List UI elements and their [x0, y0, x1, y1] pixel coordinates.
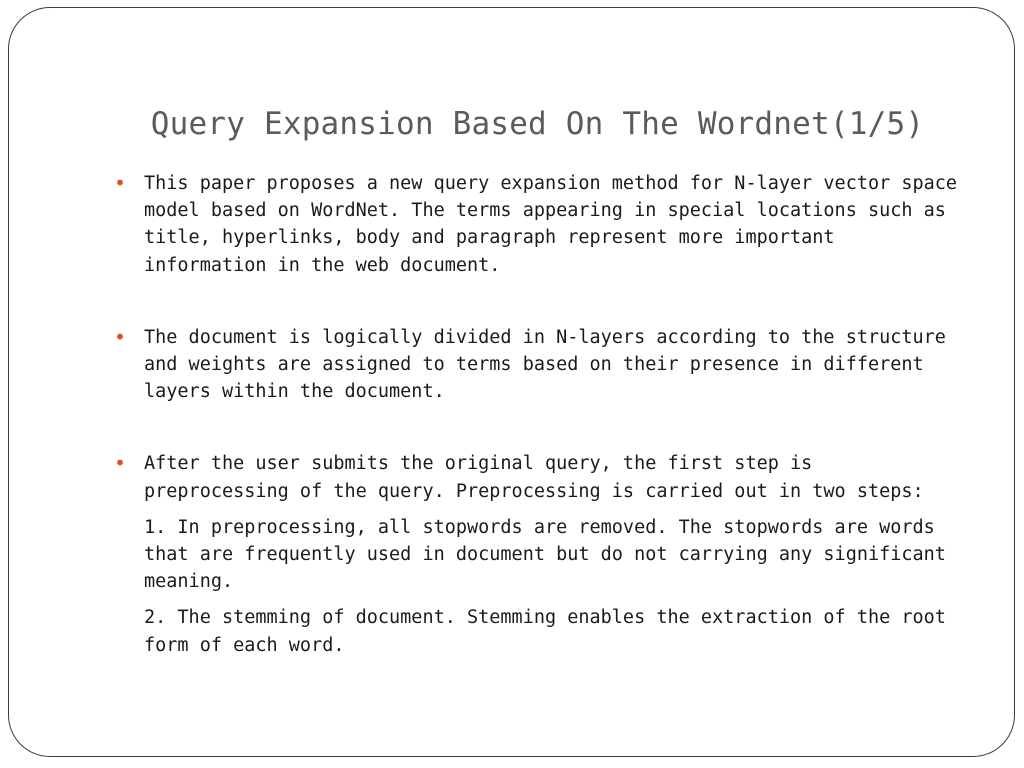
bullet-item: [114, 450, 966, 658]
sub-item-stemming: 2. The stemming of document. Stemming enables the extraction of the root form of each word.: [144, 607, 946, 656]
bullet-item: [114, 324, 966, 406]
bullet-dot-icon: •: [114, 451, 127, 476]
bullet-item: [114, 170, 966, 279]
bullet-text: This paper proposes a new query expansion method for N-layer vector space model based on WordNet. The terms appearing in special locations such as title, hyperlinks, body and paragraph represent more important information in the web document.: [144, 173, 958, 276]
slide-title: Query Expansion Based On The Wordnet(1/5): [150, 106, 925, 142]
bullet-text: After the user submits the original query, the first step is preprocessing of the query. Preprocessing is carried out in two steps:: [144, 453, 924, 502]
sub-item-stopwords: 1. In preprocessing, all stopwords are removed. The stopwords are words that are frequently used in document but do not carrying any significant meaning.: [144, 516, 946, 593]
bullet-text: The document is logically divided in N-layers according to the structure and weights are assigned to terms based on their presence in different layers within the document.: [144, 326, 946, 403]
bullet-dot-icon: •: [114, 324, 127, 349]
slide-body: [114, 170, 966, 659]
bullet-dot-icon: •: [114, 171, 127, 195]
